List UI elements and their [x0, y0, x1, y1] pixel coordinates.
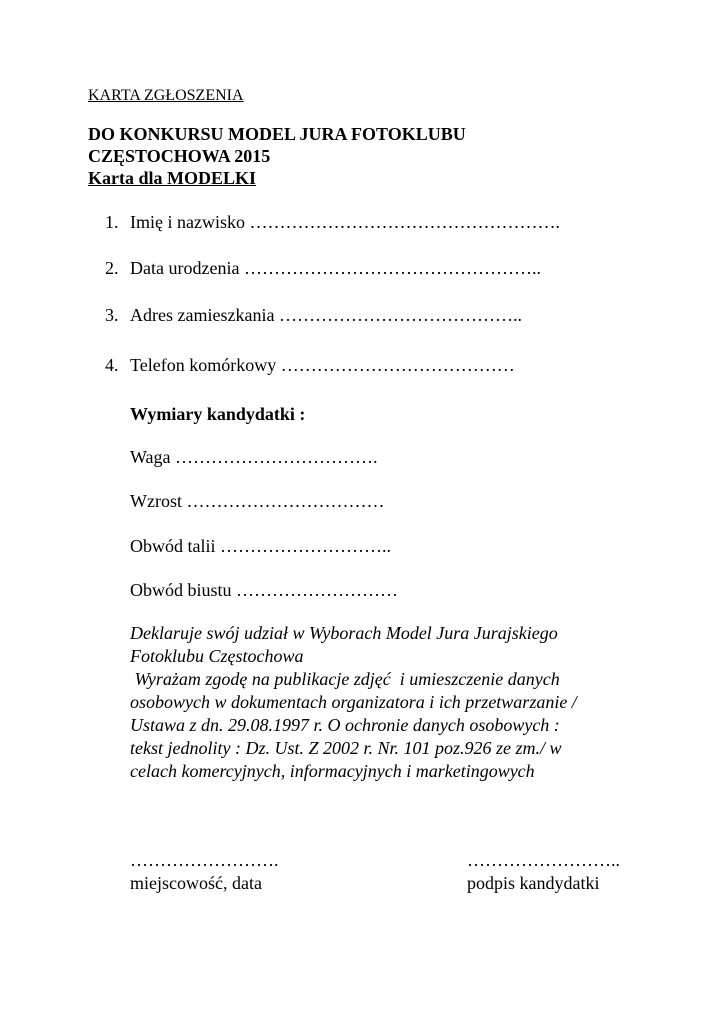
title-line-2: CZĘSTOCHOWA 2015 [88, 146, 271, 166]
title-line-3: Karta dla MODELKI [88, 168, 257, 188]
field-number: 4. [105, 355, 119, 375]
field-number: 2. [105, 258, 119, 278]
measurement-height [130, 491, 384, 512]
place-date-label: miejscowość, data [130, 873, 262, 893]
field-birthdate [105, 258, 541, 279]
place-date-dots: ……………………. [130, 850, 279, 870]
measurement-dots: ……………………… [236, 580, 399, 600]
field-dots: ………………………………………….. [243, 258, 541, 278]
signature-dots: …………………….. [467, 850, 620, 870]
declaration-line: Wyrażam zgodę na publikacje zdjęć i umieszczenie danych [130, 669, 560, 689]
declaration-line: celach komercyjnych, informacyjnych i marketingowych [130, 761, 535, 781]
field-label: Data urodzenia [130, 258, 240, 278]
title-line-1: DO KONKURSU MODEL JURA FOTOKLUBU [88, 124, 466, 144]
measurement-dots: …………………………… [186, 491, 385, 511]
declaration-line: Deklaruje swój udział w Wyborach Model Jura Jurajskiego [130, 623, 558, 643]
measurement-label: Wzrost [130, 491, 182, 511]
measurement-label: Waga [130, 447, 171, 467]
measurement-weight [130, 447, 378, 468]
field-label: Telefon komórkowy [130, 355, 277, 375]
field-address [105, 305, 522, 326]
declaration-line: Fotoklubu Częstochowa [130, 646, 304, 666]
measurement-label: Obwód biustu [130, 580, 232, 600]
field-name [105, 212, 560, 233]
field-phone [105, 355, 515, 376]
field-label: Adres zamieszkania [130, 305, 275, 325]
declaration-line: Ustawa z dn. 29.08.1997 r. O ochronie danych osobowych : [130, 715, 560, 735]
field-dots: ……………………………………………. [249, 212, 560, 232]
signature-label: podpis kandydatki [467, 873, 600, 893]
measurement-label: Obwód talii [130, 536, 216, 556]
field-dots: ………………………………… [280, 355, 515, 375]
field-label: Imię i nazwisko [130, 212, 245, 232]
declaration-line: osobowych w dokumentach organizatora i ich przetwarzanie / [130, 692, 577, 712]
form-label: KARTA ZGŁOSZENIA [88, 87, 244, 104]
field-dots: ………………………………….. [278, 305, 522, 325]
measurement-dots: ……………………….. [220, 536, 391, 556]
measurements-heading: Wymiary kandydatki : [130, 404, 306, 424]
measurement-waist [130, 536, 391, 557]
declaration-text [130, 622, 577, 783]
field-number: 1. [105, 212, 119, 232]
measurement-bust [130, 580, 398, 601]
measurement-dots: ……………………………. [175, 447, 378, 467]
declaration-line: tekst jednolity : Dz. Ust. Z 2002 r. Nr. 101 poz.926 ze zm./ w [130, 738, 562, 758]
field-number: 3. [105, 305, 119, 325]
